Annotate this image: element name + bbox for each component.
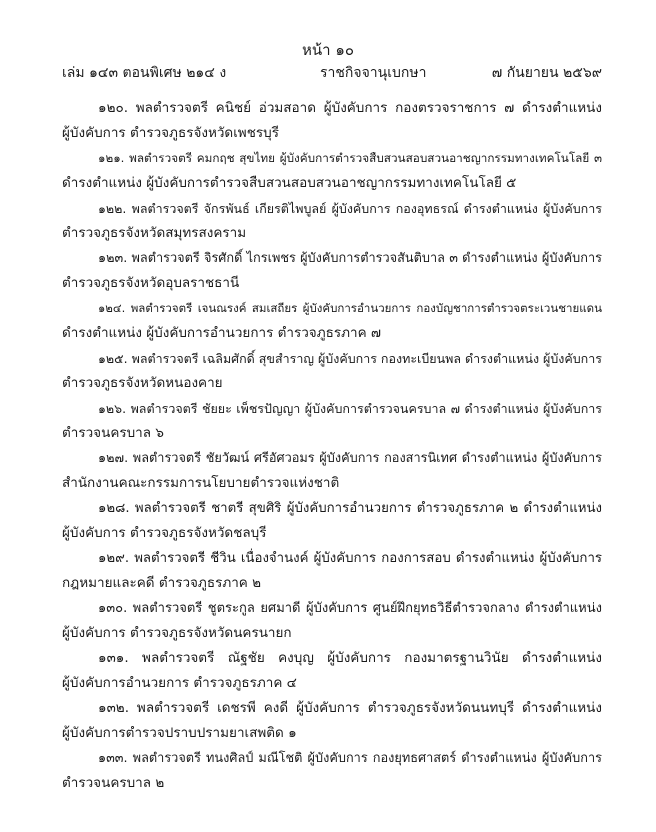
item-line-2: ผู้บังคับการ ตำรวจภูธรจังหวัดชลบุรี [62, 525, 267, 541]
appointment-item [62, 96, 602, 146]
item-line-1: ๑๒๐. พลตำรวจตรี คนิชย์ อ่วมสอาด ผู้บังคับการ กองตรวจราชการ ๗ ดำรงตำแหน่ง [98, 100, 602, 116]
item-line-2: ตำรวจภูธรจังหวัดสมุทรสงคราม [62, 225, 247, 241]
appointment-item [62, 746, 602, 796]
item-line-1: ๑๒๒. พลตำรวจตรี จักรพันธ์ เกียรติไพบูลย์ ผู้บังคับการ กองอุทธรณ์ ดำรงตำแหน่ง ผู้บังคับการ [98, 201, 602, 216]
item-line-2: ตำรวจนครบาล ๒ [62, 775, 165, 791]
item-line-1: ๑๒๗. พลตำรวจตรี ชัยวัฒน์ ศรีอัศวอมร ผู้บังคับการ กองสารนิเทศ ดำรงตำแหน่ง ผู้บังคับการ [98, 451, 602, 466]
item-line-2: ตำรวจภูธรจังหวัดอุบลราชธานี [62, 275, 240, 291]
appointment-item [62, 546, 602, 596]
item-line-2: ผู้บังคับการอำนวยการ ตำรวจภูธรภาค ๔ [62, 675, 297, 691]
appointment-item [62, 646, 602, 696]
appointment-item [62, 296, 602, 346]
appointment-item [62, 396, 602, 446]
item-line-1: ๑๒๕. พลตำรวจตรี เฉลิมศักดิ์ สุขสำราญ ผู้บังคับการ กองทะเบียนพล ดำรงตำแหน่ง ผู้บังคับการ [98, 351, 602, 366]
item-line-2: กฎหมายและคดี ตำรวจภูธรภาค ๒ [62, 575, 262, 591]
appointment-item [62, 596, 602, 646]
item-line-1: ๑๓๑. พลตำรวจตรี ณัฐชัย คงบุญ ผู้บังคับการ กองมาตรฐานวินัย ดำรงตำแหน่ง [98, 650, 602, 666]
item-line-2: ดำรงตำแหน่ง ผู้บังคับการอำนวยการ ตำรวจภูธรภาค ๗ [62, 325, 382, 341]
item-line-2: สำนักงานคณะกรรมการนโยบายตำรวจแห่งชาติ [62, 475, 340, 491]
item-line-1: ๑๓๐. พลตำรวจตรี ชูตระกูล ยศมาดี ผู้บังคับการ ศูนย์ฝึกยุทธวิธีตำรวจกลาง ดำรงตำแหน่ง [98, 601, 602, 616]
item-line-1: ๑๓๓. พลตำรวจตรี ทนงศิลป์ มณีโชติ ผู้บังคับการ กองยุทธศาสตร์ ดำรงตำแหน่ง ผู้บังคับการ [98, 751, 602, 766]
item-line-1: ๑๒๙. พลตำรวจตรี ชีวิน เนื่องจำนงค์ ผู้บังคับการ กองการสอบ ดำรงตำแหน่ง ผู้บังคับการ [98, 551, 602, 566]
item-line-2: ตำรวจภูธรจังหวัดหนองคาย [62, 375, 223, 391]
appointment-item [62, 146, 602, 196]
item-line-2: ตำรวจนครบาล ๖ [62, 425, 164, 441]
appointment-item [62, 346, 602, 396]
item-line-1: ๑๒๑. พลตำรวจตรี คมกฤช สุขไทย ผู้บังคับการตำรวจสืบสวนสอบสวนอาชญากรรมทางเทคโนโลยี ๓ [98, 151, 602, 165]
item-line-1: ๑๒๘. พลตำรวจตรี ชาตรี สุขศิริ ผู้บังคับการอำนวยการ ตำรวจภูธรภาค ๒ ดำรงตำแหน่ง [98, 501, 602, 516]
appointment-item [62, 246, 602, 296]
item-line-2: ดำรงตำแหน่ง ผู้บังคับการตำรวจสืบสวนสอบสวนอาชญากรรมทางเทคโนโลยี ๕ [62, 175, 517, 191]
item-line-2: ผู้บังคับการตำรวจปราบปรามยาเสพติด ๑ [62, 725, 297, 741]
publication-name: ราชกิจจานุเบกษา [320, 65, 427, 81]
item-line-1: ๑๒๔. พลตำรวจตรี เจนณรงค์ สมเสถียร ผู้บังคับการอำนวยการ กองบัญชาการตำรวจตระเวนชายแดน [98, 301, 602, 315]
appointment-item [62, 696, 602, 746]
item-line-1: ๑๒๓. พลตำรวจตรี จิรศักดิ์ ไกรเพชร ผู้บังคับการตำรวจสันติบาล ๓ ดำรงตำแหน่ง ผู้บังคับการ [98, 251, 603, 266]
item-line-2: ผู้บังคับการ ตำรวจภูธรจังหวัดนครนายก [62, 625, 292, 641]
item-line-1: ๑๒๖. พลตำรวจตรี ชัยยะ เพ็ชรปัญญา ผู้บังคับการตำรวจนครบาล ๗ ดำรงตำแหน่ง ผู้บังคับการ [98, 401, 602, 416]
publication-date: ๗ กันยายน ๒๕๖๙ [491, 65, 602, 81]
appointment-list [62, 96, 602, 796]
appointment-item [62, 446, 602, 496]
volume-issue: เล่ม ๑๔๓ ตอนพิเศษ ๒๑๔ ง [62, 65, 227, 81]
gazette-header [62, 62, 602, 82]
appointment-item [62, 496, 602, 546]
appointment-item [62, 196, 602, 246]
item-line-2: ผู้บังคับการ ตำรวจภูธรจังหวัดเพชรบุรี [62, 125, 279, 141]
item-line-1: ๑๓๒. พลตำรวจตรี เดชรพี คงดี ผู้บังคับการ ตำรวจภูธรจังหวัดนนทบุรี ดำรงตำแหน่ง [98, 700, 602, 716]
page-number: หน้า ๑๐ [301, 41, 354, 59]
